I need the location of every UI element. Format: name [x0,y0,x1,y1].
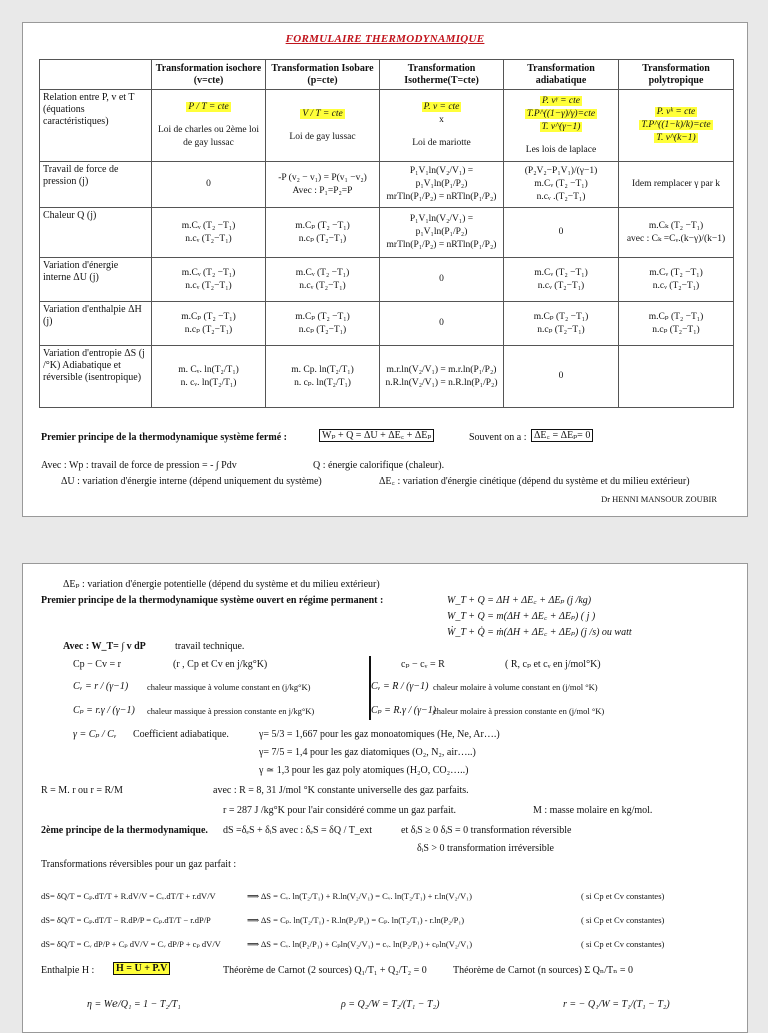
irreversible-note: δᵢS > 0 transformation irréversible [417,843,554,854]
cell-text: n.cₚ (T₂−T₁) [298,233,347,244]
cell-text: mrTln(P₁/P₂) = nRTln(P₁/P₂) [386,240,497,250]
ds-line-1-left: dS= δQ/T = Cₚ.dT/T + R.dV/V = Cᵥ.dT/T + r.dV/V [41,891,216,901]
row-label: Variation d'entropie ΔS (j /°K) Adiabatique et réversible (isentropique) [40,346,152,408]
highlighted-formula: P. vᵏ = cte [656,107,696,117]
cp-mol: Cₚ = R.γ / (γ−1) [371,705,437,716]
cell-text: m.Cₚ (T₂ −T₁) [295,220,350,231]
cell-text: m. Cᵥ. ln(T₂/T₁) [178,364,239,375]
cell-text: m.Cᵥ (T₂ −T₁) [181,267,236,278]
highlighted-formula: T. v^(k−1) [656,133,696,143]
cell-text: avec : Cₖ =Cᵥ.(k−γ)/(k−1) [626,233,726,244]
table-cell [504,208,619,258]
ds-line-3-left: dS= δQ/T = Cᵥ dP/P + Cₚ dV/V = Cᵥ dP/P + cₚ dV/V [41,939,221,949]
cell-text: n.cₚ (T₂−T₁) [652,324,700,335]
r-note: avec : R = 8, 31 J/mol °K constante universelle des gaz parfaits. [213,785,469,796]
cp-mol-note: chaleur molaire à pression constante en (j/mol °K) [433,706,605,716]
page-title: FORMULAIRE THERMODYNAMIQUE [285,33,485,45]
cell-text: m.Cₚ (T₂ −T₁) [295,311,350,322]
highlighted-formula: P. v = cte [423,102,460,112]
cell-text: x [439,115,444,125]
table-cell [152,302,266,346]
cell-text: -P (v₂ − v₁) = P(v₁ −v₂) [278,172,367,183]
transformations-title: Transformations réversibles pour un gaz parfait : [41,859,237,870]
souvent-label: Souvent on a : [469,432,527,443]
ds-line-2-right: ⟹ ΔS = Cₚ. ln(T₂/T₁) - R.ln(P₂/P₁) = Cₚ. ln(T₂/T₁) - r.ln(P₂/P₁) [247,915,465,925]
cell-text: Loi de gay lussac [289,131,356,142]
highlighted-formula: P. vᵞ = cte [542,95,580,106]
table-cell [380,258,504,302]
mayer-mol: cₚ − cᵥ = R [401,659,445,670]
cell-text: n.cᵥ .(T₂−T₁) [536,192,586,202]
table-cell [152,90,266,162]
cv-mass-note: chaleur massique à volume constant en (j/kg°K) [147,682,311,692]
cp-mass-note: chaleur massique à pression constante en j/kg°K) [147,706,315,716]
ec-definition: ΔE꜀ : variation d'énergie cinétique (dépend du système et du milieu extérieur) [379,476,690,487]
second-principle-eq: dS =δₑS + δᵢS avec : δₑS = δQ / T_ext [223,825,373,836]
open-eq-1: W_T + Q = ΔH + ΔE꜀ + ΔEₚ (j /kg) [447,595,592,606]
row-label: Travail de force de pression (j) [40,162,152,208]
table-cell [504,302,619,346]
highlighted-formula: V / T = cte [302,108,343,119]
q-definition: Q : énergie calorifique (chaleur). [313,460,445,471]
table-cell [380,90,504,162]
carnot-n-sources: Théorème de Carnot (n sources) Σ Qₙ/Tₙ = 0 [453,965,634,976]
ds-line-2-left: dS= δQ/T = Cₚ.dT/T − R.dP/P = Cₚ.dT/T − r.dP/P [41,915,211,925]
wt-definition: Avec : W_T= ∫ v dP [63,641,146,652]
table-cell [266,258,380,302]
table-cell [504,346,619,408]
table-row [40,208,734,258]
table-cell [619,162,734,208]
cell-text: m.Cᵥ (T₂ −T₁) [295,267,350,278]
row-label: Variation d'énergie interne ΔU (j) [40,258,152,302]
highlighted-formula: P / T = cte [188,102,229,112]
ds-line-1-right: ⟹ ΔS = Cᵥ. ln(T₂/T₁) + R.ln(V₂/V₁) = Cᵥ. ln(T₂/T₁) + r.ln(V₂/V₁) [247,891,472,901]
table-cell [266,346,380,408]
cell-text: m.Cᵥ (T₂ −T₁) [534,179,588,189]
cp-mass: Cₚ = r.γ / (γ−1) [73,705,135,716]
efficiency-eta: η = W𝑒/Q₁ = 1 − T₂/T₁ [87,999,181,1010]
ds-line-3-right: ⟹ ΔS = Cᵥ. ln(P₂/P₁) + Cₚln(V₂/V₁) = cᵥ. ln(P₂/P₁) + cₚln(V₂/V₁) [247,939,473,949]
du-definition: ΔU : variation d'énergie interne (dépend uniquement du système) [61,476,322,487]
efficiency-r: r = − Q₁/W = T₁/(T₁ − T₂) [563,999,670,1010]
cell-text: n.R.ln(V₂/V₁) = n.R.ln(P₁/P₂) [385,377,498,388]
cell-text: m.Cₚ (T₂ −T₁) [533,311,589,322]
first-principle-closed-eq: Wₚ + Q = ΔU + ΔE꜀ + ΔEₚ [319,429,434,442]
table-cell [380,162,504,208]
table-cell [152,346,266,408]
cell-text: n.cᵥ (T₂−T₁) [652,280,700,291]
cell-text: m.r.ln(V₂/V₁) = m.r.ln(P₁/P₂) [386,364,497,375]
table-row [40,302,734,346]
ds-line-3-note: ( si Cp et Cv constantes) [581,939,665,949]
cell-text: n.cᵥ (T₂−T₁) [185,233,232,244]
table-cell [619,258,734,302]
column-header-1: Transformation isochore (v=cte) [152,60,266,90]
cv-mol-note: chaleur molaire à volume constant en (j/mol °K) [433,682,598,692]
table-cell [380,346,504,408]
first-principle-closed-label: Premier principe de la thermodynamique système fermé : [41,432,287,443]
highlighted-formula: T. v^(γ−1) [541,121,581,132]
cell-text: P₁V₁ln(V₂/V₁) = p₁V₁ln(P₁/P₂) [409,214,474,237]
cell-text: m.Cₚ (T₂ −T₁) [648,311,704,322]
table-cell [380,302,504,346]
table-cell [266,208,380,258]
column-header-5: Transformation polytropique [619,60,734,90]
cell-text: n.cᵥ (T₂−T₁) [299,280,346,291]
row-label: Chaleur Q (j) [40,208,152,258]
page-2 [22,563,748,1033]
ds-line-2-note: ( si Cp et Cv constantes) [581,915,665,925]
row-label: Variation d'enthalpie ΔH (j) [40,302,152,346]
author: Dr HENNI MANSOUR ZOUBIR [601,494,717,504]
wp-definition: Avec : Wp : travail de force de pression = - ∫ Pdv [41,460,237,471]
cell-text: n.cᵥ (T₂−T₁) [537,280,585,291]
cell-text: n.cᵥ (T₂−T₁) [185,280,232,291]
table-cell [504,90,619,162]
cell-text: (P₂V₂−P₁V₁)/(γ−1) [524,166,598,176]
mayer-mass-note: (r , Cp et Cv en j/kg°K) [173,659,268,670]
table-cell [504,258,619,302]
cell-text: m.Cₚ (T₂ −T₁) [181,311,236,322]
table-cell [619,208,734,258]
gamma-poly: γ ≃ 1,3 pour les gaz poly atomiques (H₂O, CO₂…..) [259,765,469,776]
cell-text: 0 [439,318,444,328]
column-header-2: Transformation Isobare (p=cte) [266,60,380,90]
molar-mass-note: M : masse molaire en kg/mol. [533,805,653,816]
efficiency-rho: ρ = Q₂/W = T₂/(T₁ − T₂) [341,999,440,1010]
cell-text: Loi de mariotte [412,138,471,148]
cell-text: Les lois de laplace [525,144,597,155]
table-cell [266,90,380,162]
table-cell [152,162,266,208]
cv-mass: Cᵥ = r / (γ−1) [73,681,129,692]
gamma-note: Coefficient adiabatique. [133,729,229,740]
enthalpy-eq: H = U + P.V [113,962,170,975]
gamma-di: γ= 7/5 = 1,4 pour les gaz diatomiques (O₂, N₂, air…..) [259,747,476,758]
r-definition: R = M. r ou r = R/M [41,785,123,796]
highlighted-formula: T.P^((1−γ)/γ)=cte [526,108,596,119]
ep-definition: ΔEₚ : variation d'énergie potentielle (dépend du système et du milieu extérieur) [63,579,380,590]
cell-text: m.Cᵥ (T₂ −T₁) [649,267,703,278]
cell-text: Avec : P₁=P₂=P [292,185,353,196]
table-row [40,162,734,208]
cell-text: 0 [439,274,444,284]
table-cell [266,302,380,346]
mayer-mol-note: ( R, cₚ et cᵥ en j/mol°K) [505,659,601,670]
formula-table [39,59,734,408]
cell-text: m.Cᵥ (T₂ −T₁) [534,267,588,278]
table-cell [152,258,266,302]
row-label: Relation entre P, v et T (équations caractéristiques) [40,90,152,162]
table-cell [619,90,734,162]
cell-text: n.cₚ (T₂−T₁) [298,324,347,335]
highlighted-formula: T.P^((1−k)/k)=cte [641,120,711,130]
first-principle-open-label: Premier principe de la thermodynamique système ouvert en régime permanent : [41,595,384,606]
second-principle-label: 2ème principe de la thermodynamique. [41,825,208,836]
cell-text: mrTln(P₁/P₂) = nRTln(P₁/P₂) [386,192,497,202]
cell-text: 0 [206,179,211,189]
souvent-eq: ΔE꜀ = ΔEₚ= 0 [531,429,593,442]
cell-text: Loi de charles ou 2ème loi de gay lussac [157,125,260,148]
cell-text: Idem remplacer γ par k [631,179,721,189]
cv-mol: Cᵥ = R / (γ−1) [371,681,429,692]
mayer-mass: Cp − Cv = r [73,659,121,670]
open-eq-3: Ẇ_T + Q̇ = ṁ(ΔH + ΔE꜀ + ΔEₚ) (j /s) ou watt [447,627,632,638]
column-header-4: Transformation adiabatique [504,60,619,90]
table-row [40,90,734,162]
column-header-0 [40,60,152,90]
cell-text: P₁V₁ln(V₂/V₁) = p₁V₁ln(P₁/P₂) [409,166,474,189]
cell-text: n.cₚ (T₂−T₁) [537,324,585,335]
column-header-3: Transformation Isotherme(T=cte) [380,60,504,90]
cell-text: m.Cᵥ (T₂ −T₁) [181,220,236,231]
gamma-definition: γ = Cₚ / Cᵥ [73,729,117,740]
reversible-note: et δᵢS ≥ 0 δᵢS = 0 transformation réversible [401,825,572,836]
table-cell [266,162,380,208]
cell-text: n. cₚ. ln(T₂/T₁) [294,377,351,388]
table-cell [504,162,619,208]
open-eq-2: W_T + Q = m(ΔH + ΔE꜀ + ΔEₚ) ( j ) [447,611,596,622]
cell-text: m. Cp. ln(T₂/T₁) [291,364,354,375]
table-cell [380,208,504,258]
enthalpy-label: Enthalpie H : [41,965,95,976]
carnot-2-sources: Théorème de Carnot (2 sources) Q₁/T₁ + Q₂/T₂ = 0 [223,965,427,976]
cell-text: n.cₚ (T₂−T₁) [184,324,233,335]
table-cell [619,346,734,408]
ds-line-1-note: ( si Cp et Cv constantes) [581,891,665,901]
table-header-row [40,60,734,90]
cell-text: 0 [558,227,564,237]
cell-text: n. cᵥ. ln(T₂/T₁) [180,377,237,388]
wt-note: travail technique. [175,641,245,652]
r-air: r = 287 J /kg°K pour l'air considéré comme un gaz parfait. [223,805,457,816]
gamma-mono: γ= 5/3 = 1,667 pour les gaz monoatomiques (He, Ne, Ar….) [259,729,500,740]
cell-text: 0 [558,371,564,381]
table-row [40,258,734,302]
page-1 [22,22,748,517]
table-row [40,346,734,408]
table-cell [619,302,734,346]
cell-text: m.Cₖ (T₂ −T₁) [648,220,704,231]
table-cell [152,208,266,258]
